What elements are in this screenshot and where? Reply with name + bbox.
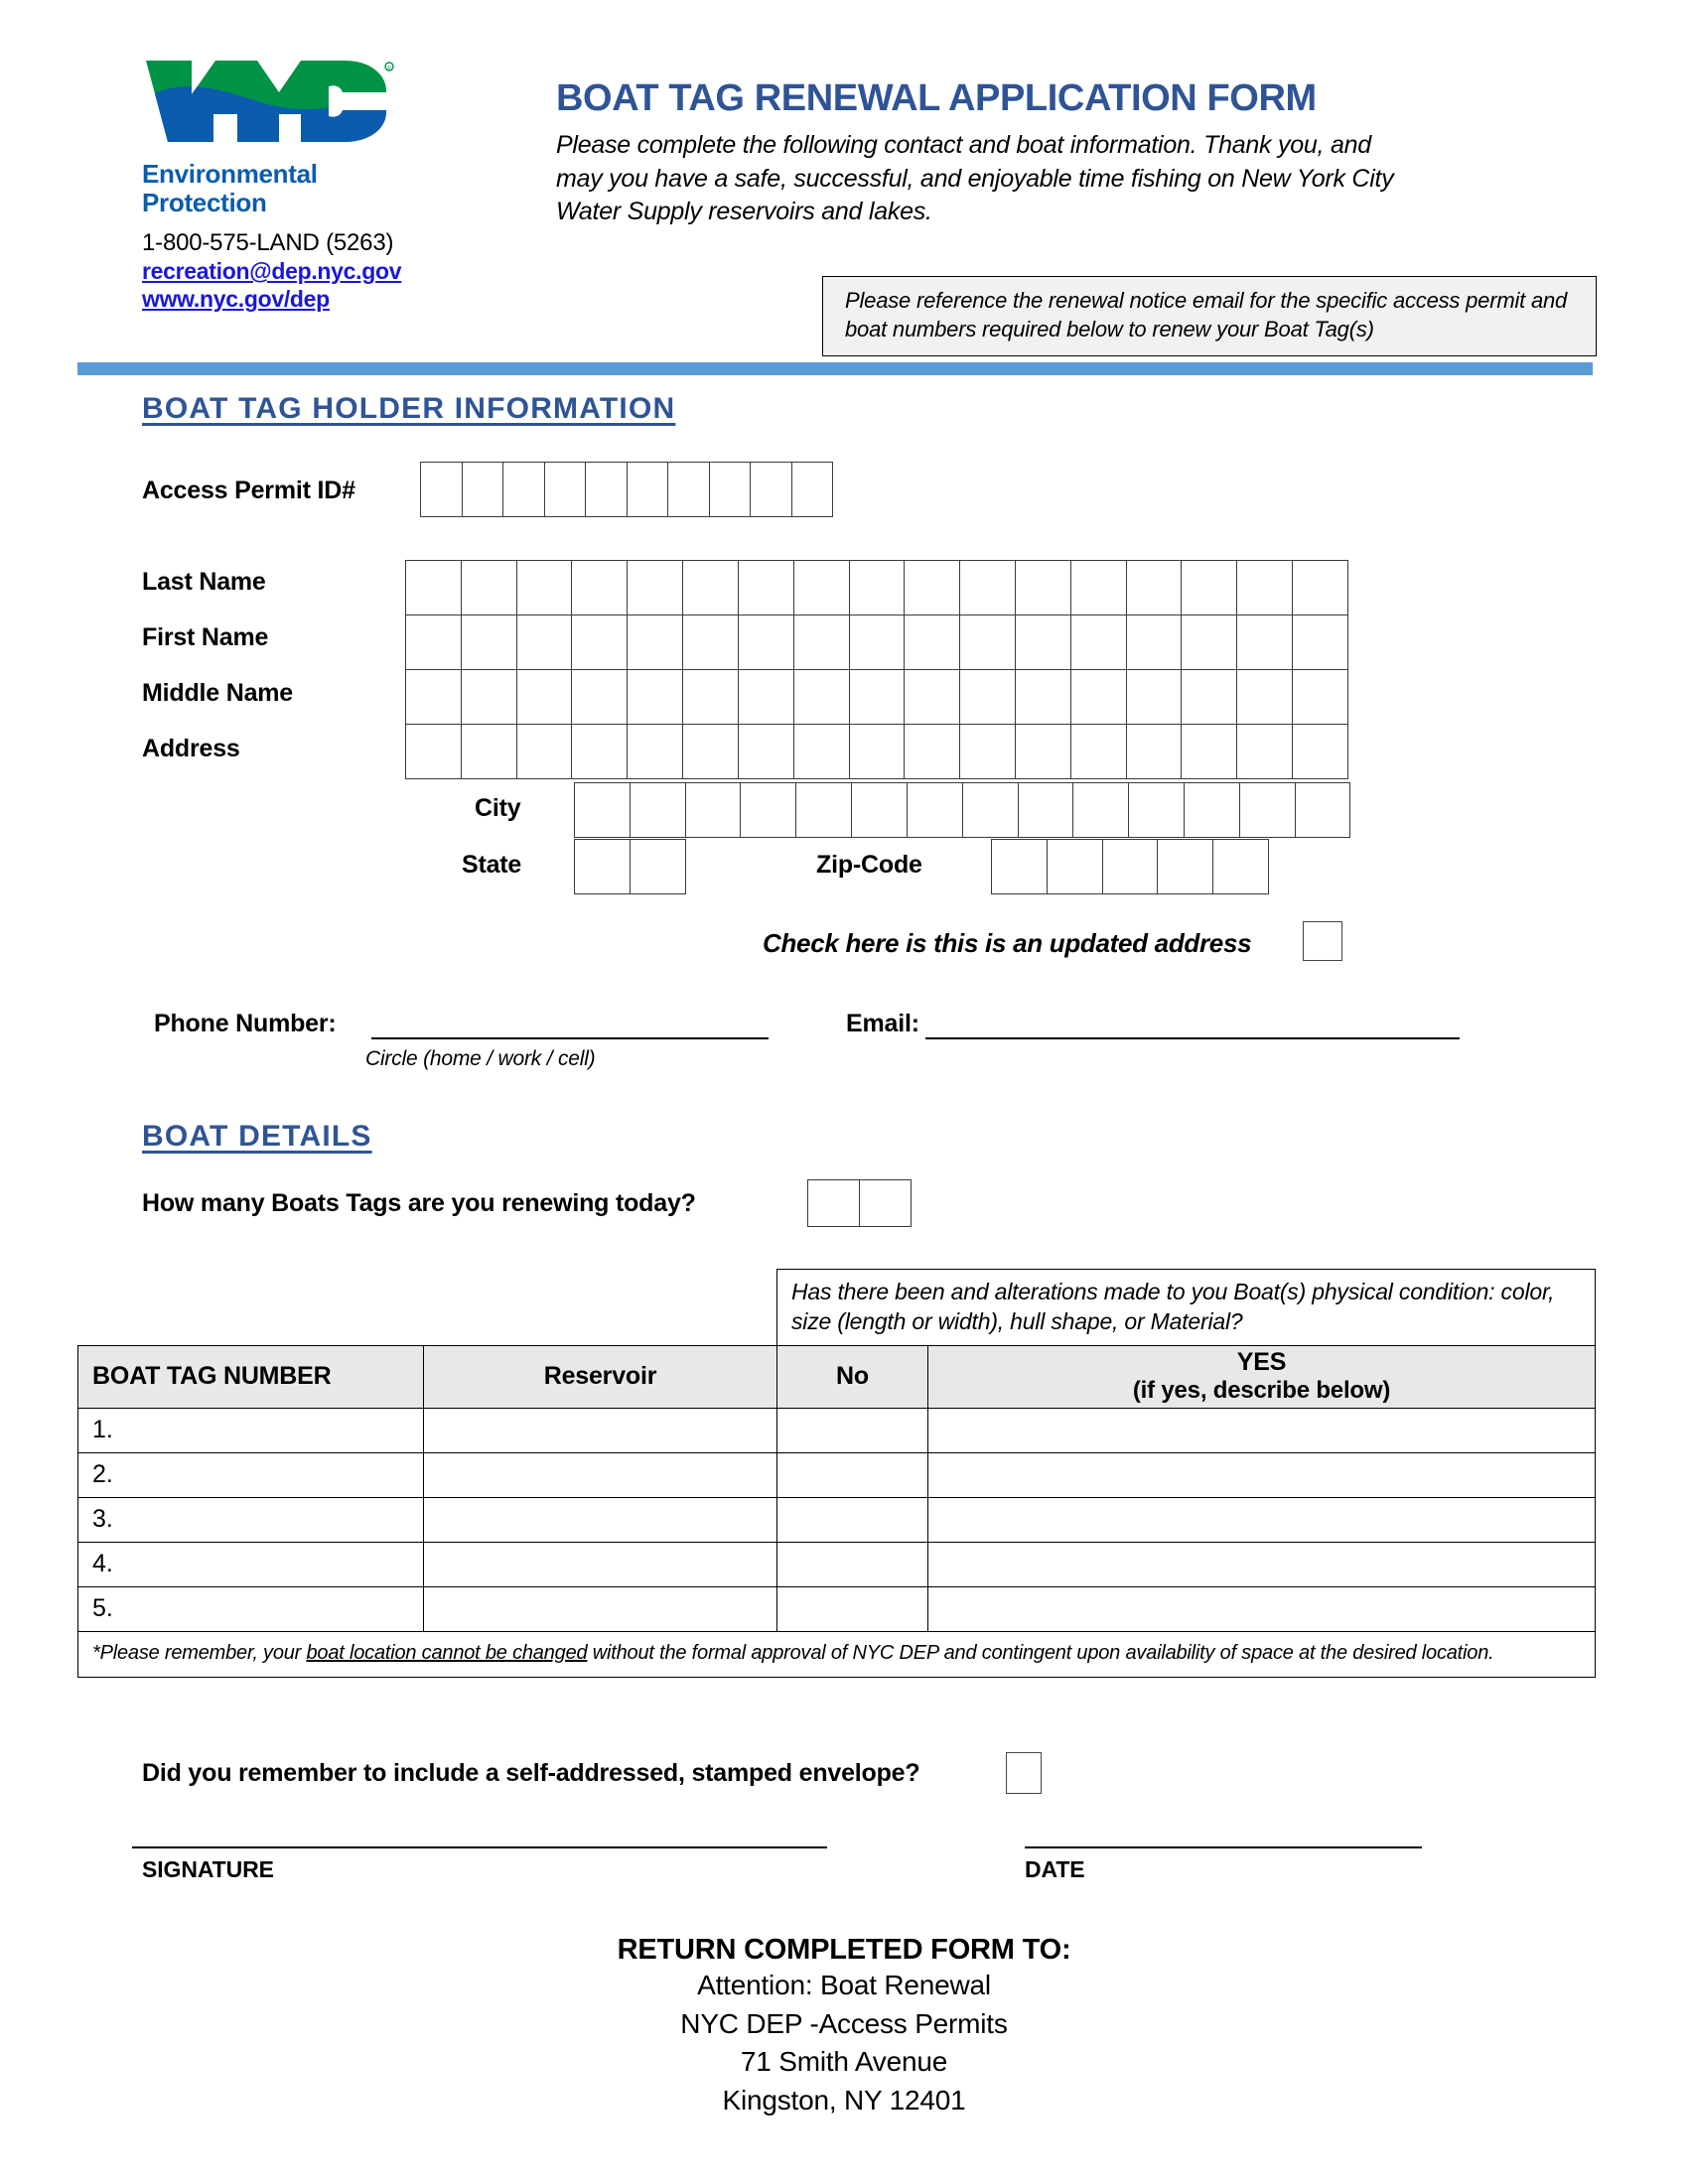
column-header-yes-subtext: (if yes, describe below) <box>1132 1377 1391 1405</box>
first-name-cell[interactable] <box>793 614 850 670</box>
last-name-cell[interactable] <box>1070 560 1127 615</box>
address-cell[interactable] <box>1015 724 1071 779</box>
first-name-label: First Name <box>142 623 269 651</box>
agency-website-link[interactable]: www.nyc.gov/dep <box>142 286 330 313</box>
alteration-question-text: Has there been and alterations made to you Boat(s) physical condition: color, size (length or width), hull shape, or Material? <box>777 1270 1596 1346</box>
nyc-logo-icon <box>142 55 398 154</box>
address-cell[interactable] <box>627 724 683 779</box>
boat-tag-count-cell[interactable] <box>807 1179 860 1227</box>
last-name-cell[interactable] <box>405 560 462 615</box>
table-row[interactable] <box>78 1452 1596 1497</box>
last-name-cell[interactable] <box>1292 560 1348 615</box>
access-permit-cell[interactable] <box>502 462 545 517</box>
city-cell[interactable] <box>1239 782 1296 838</box>
column-header-no: No <box>777 1345 928 1408</box>
boat-row-number: 3. <box>78 1497 424 1542</box>
agency-phone: 1-800-575-LAND (5263) <box>142 229 394 257</box>
last-name-cell[interactable] <box>793 560 850 615</box>
return-address-line: NYC DEP -Access Permits <box>680 2007 1008 2039</box>
city-cell[interactable] <box>1295 782 1351 838</box>
first-name-cell[interactable] <box>1126 614 1183 670</box>
last-name-cell[interactable] <box>627 560 683 615</box>
footnote-row <box>78 1631 1596 1677</box>
city-cell[interactable] <box>795 782 852 838</box>
title-block <box>556 77 1430 229</box>
return-address-line: 71 Smith Avenue <box>740 2046 948 2078</box>
boat-row-yes-input[interactable] <box>928 1586 1596 1631</box>
boat-row-yes-input[interactable] <box>928 1452 1596 1497</box>
city-cell[interactable] <box>962 782 1019 838</box>
boat-row-no-input[interactable] <box>777 1452 928 1497</box>
boat-tag-count-boxes[interactable] <box>807 1179 912 1227</box>
envelope-question-label: Did you remember to include a self-addressed, stamped envelope? <box>142 1759 920 1787</box>
city-cell[interactable] <box>851 782 908 838</box>
last-name-cell[interactable] <box>461 560 517 615</box>
middle-name-cell[interactable] <box>516 669 573 725</box>
footnote-text-underlined: boat location cannot be changed <box>306 1641 588 1664</box>
first-name-boxes[interactable] <box>405 615 1364 670</box>
middle-name-cell[interactable] <box>738 669 794 725</box>
return-address-line: Attention: Boat Renewal <box>697 1970 991 2000</box>
return-address-line: Kingston, NY 12401 <box>722 2084 966 2116</box>
zip-cell[interactable] <box>991 839 1048 894</box>
agency-name <box>142 160 430 217</box>
page-title: BOAT TAG RENEWAL APPLICATION FORM <box>556 77 1317 119</box>
address-cell[interactable] <box>682 724 739 779</box>
state-cell[interactable] <box>630 839 686 894</box>
name-address-box-grid[interactable] <box>405 561 1364 779</box>
boat-row-no-input[interactable] <box>777 1497 928 1542</box>
middle-name-cell[interactable] <box>405 669 462 725</box>
intro-paragraph: Please complete the following contact and boat information. Thank you, and may you have a safe, successful, and enjoyable time fishing on New York City Water Supply reservoirs and lakes. <box>556 131 1394 225</box>
address-cell[interactable] <box>1236 724 1293 779</box>
address-cell[interactable] <box>849 724 906 779</box>
middle-name-label: Middle Name <box>142 679 293 707</box>
agency-logo-block <box>142 55 430 313</box>
middle-name-cell[interactable] <box>461 669 517 725</box>
first-name-cell[interactable] <box>738 614 794 670</box>
header-divider <box>77 362 1593 375</box>
last-name-label: Last Name <box>142 568 266 596</box>
renewal-notice-box <box>822 276 1597 356</box>
access-permit-cell[interactable] <box>462 462 504 517</box>
section-heading-holder-information: BOAT TAG HOLDER INFORMATION <box>142 392 676 425</box>
boat-row-no-input[interactable] <box>777 1408 928 1452</box>
boat-row-number: 1. <box>78 1408 424 1452</box>
zip-cell[interactable] <box>1047 839 1103 894</box>
last-name-boxes[interactable] <box>405 561 1364 615</box>
footnote-text-post: without the formal approval of NYC DEP and contingent upon availability of space at the desired location. <box>587 1641 1494 1664</box>
middle-name-cell[interactable] <box>571 669 628 725</box>
middle-name-cell[interactable] <box>849 669 906 725</box>
first-name-cell[interactable] <box>516 614 573 670</box>
last-name-cell[interactable] <box>516 560 573 615</box>
address-boxes[interactable] <box>405 725 1364 779</box>
column-header-yes <box>928 1345 1596 1408</box>
zip-cell[interactable] <box>1212 839 1269 894</box>
form-header <box>0 0 1688 357</box>
email-label: Email: <box>846 1010 919 1037</box>
address-cell[interactable] <box>571 724 628 779</box>
updated-address-checkbox[interactable] <box>1303 921 1342 961</box>
signature-label: SIGNATURE <box>142 1856 274 1882</box>
alteration-question-row <box>78 1270 1596 1346</box>
address-label: Address <box>142 735 240 762</box>
updated-address-label: Check here is this is an updated address <box>763 928 1252 958</box>
city-cell[interactable] <box>740 782 796 838</box>
column-header-reservoir: Reservoir <box>424 1345 777 1408</box>
access-permit-cell[interactable] <box>420 462 463 517</box>
city-cell[interactable] <box>1128 782 1185 838</box>
boat-details-table <box>77 1269 1596 1678</box>
zip-code-label: Zip-Code <box>816 851 922 879</box>
phone-number-input[interactable] <box>371 1037 769 1039</box>
boat-row-yes-input[interactable] <box>928 1408 1596 1452</box>
boat-row-no-input[interactable] <box>777 1586 928 1631</box>
last-name-cell[interactable] <box>571 560 628 615</box>
first-name-cell[interactable] <box>904 614 960 670</box>
city-cell[interactable] <box>1072 782 1129 838</box>
last-name-cell[interactable] <box>738 560 794 615</box>
agency-name-line2: Protection <box>142 188 267 218</box>
empty-cell <box>78 1270 424 1346</box>
boat-row-yes-input[interactable] <box>928 1497 1596 1542</box>
first-name-cell[interactable] <box>849 614 906 670</box>
city-cell[interactable] <box>907 782 963 838</box>
access-permit-cell[interactable] <box>544 462 587 517</box>
return-address-block <box>0 1934 1688 2120</box>
signature-input[interactable] <box>132 1846 827 1848</box>
phone-type-hint: Circle (home / work / cell) <box>365 1047 596 1070</box>
address-cell[interactable] <box>904 724 960 779</box>
address-cell[interactable] <box>1292 724 1348 779</box>
last-name-cell[interactable] <box>682 560 739 615</box>
envelope-checkbox[interactable] <box>1006 1752 1042 1794</box>
empty-cell <box>424 1270 777 1346</box>
middle-name-cell[interactable] <box>904 669 960 725</box>
access-permit-cell[interactable] <box>709 462 752 517</box>
access-permit-id-boxes[interactable] <box>420 462 833 517</box>
access-permit-cell[interactable] <box>667 462 710 517</box>
column-header-yes-main: YES <box>1236 1348 1287 1377</box>
address-cell[interactable] <box>516 724 573 779</box>
city-cell[interactable] <box>685 782 742 838</box>
email-input[interactable] <box>925 1037 1460 1039</box>
agency-name-line1: Environmental <box>142 159 318 189</box>
city-cell[interactable] <box>574 782 631 838</box>
middle-name-cell[interactable] <box>1070 669 1127 725</box>
middle-name-cell[interactable] <box>627 669 683 725</box>
footnote-text-pre: *Please remember, your <box>92 1641 307 1664</box>
address-cell[interactable] <box>738 724 794 779</box>
address-cell[interactable] <box>461 724 517 779</box>
boat-row-reservoir-input[interactable] <box>424 1452 777 1497</box>
section-heading-boat-details: BOAT DETAILS <box>142 1120 372 1153</box>
first-name-cell[interactable] <box>405 614 462 670</box>
boat-location-footnote <box>78 1631 1596 1677</box>
zip-cell[interactable] <box>1102 839 1159 894</box>
state-boxes[interactable] <box>574 839 686 894</box>
state-cell[interactable] <box>574 839 631 894</box>
access-permit-cell[interactable] <box>750 462 792 517</box>
boat-row-number: 5. <box>78 1586 424 1631</box>
boat-row-no-input[interactable] <box>777 1542 928 1586</box>
middle-name-cell[interactable] <box>1236 669 1293 725</box>
first-name-cell[interactable] <box>682 614 739 670</box>
zip-code-boxes[interactable] <box>991 839 1269 894</box>
boat-row-number: 2. <box>78 1452 424 1497</box>
first-name-cell[interactable] <box>1181 614 1237 670</box>
address-cell[interactable] <box>1070 724 1127 779</box>
access-permit-cell[interactable] <box>627 462 669 517</box>
access-permit-cell[interactable] <box>585 462 628 517</box>
access-permit-label: Access Permit ID# <box>142 477 355 504</box>
first-name-cell[interactable] <box>959 614 1016 670</box>
first-name-cell[interactable] <box>571 614 628 670</box>
boat-row-yes-input[interactable] <box>928 1542 1596 1586</box>
first-name-cell[interactable] <box>1015 614 1071 670</box>
first-name-cell[interactable] <box>627 614 683 670</box>
first-name-cell[interactable] <box>461 614 517 670</box>
last-name-cell[interactable] <box>1015 560 1071 615</box>
state-label: State <box>462 851 522 879</box>
boat-row-reservoir-input[interactable] <box>424 1586 777 1631</box>
return-title: RETURN COMPLETED FORM TO: <box>617 1934 1071 1966</box>
middle-name-cell[interactable] <box>682 669 739 725</box>
first-name-cell[interactable] <box>1236 614 1293 670</box>
phone-number-label: Phone Number: <box>154 1010 337 1037</box>
last-name-cell[interactable] <box>1236 560 1293 615</box>
last-name-cell[interactable] <box>959 560 1016 615</box>
agency-email-link[interactable]: recreation@dep.nyc.gov <box>142 258 402 285</box>
address-cell[interactable] <box>1126 724 1183 779</box>
first-name-cell[interactable] <box>1070 614 1127 670</box>
address-cell[interactable] <box>405 724 462 779</box>
boat-tag-count-cell[interactable] <box>859 1179 912 1227</box>
date-label: DATE <box>1025 1856 1085 1882</box>
last-name-cell[interactable] <box>1181 560 1237 615</box>
table-row[interactable] <box>78 1586 1596 1631</box>
address-cell[interactable] <box>793 724 850 779</box>
middle-name-cell[interactable] <box>959 669 1016 725</box>
address-cell[interactable] <box>959 724 1016 779</box>
boat-tag-count-label: How many Boats Tags are you renewing today? <box>142 1189 696 1217</box>
renewal-notice-text: Please reference the renewal notice email for the specific access permit and boat numbers required below to renew your Boat Tag(s) <box>845 288 1568 342</box>
city-cell[interactable] <box>1184 782 1240 838</box>
boat-row-number: 4. <box>78 1542 424 1586</box>
boat-row-reservoir-input[interactable] <box>424 1542 777 1586</box>
access-permit-cell[interactable] <box>791 462 834 517</box>
last-name-cell[interactable] <box>1126 560 1183 615</box>
table-row[interactable] <box>78 1497 1596 1542</box>
city-boxes[interactable] <box>574 783 1350 838</box>
middle-name-cell[interactable] <box>793 669 850 725</box>
city-cell[interactable] <box>1018 782 1074 838</box>
date-input[interactable] <box>1025 1846 1422 1848</box>
table-header-row <box>78 1345 1596 1408</box>
address-cell[interactable] <box>1181 724 1237 779</box>
middle-name-boxes[interactable] <box>405 670 1364 725</box>
table-row[interactable] <box>78 1408 1596 1452</box>
middle-name-cell[interactable] <box>1181 669 1237 725</box>
first-name-cell[interactable] <box>1292 614 1348 670</box>
table-row[interactable] <box>78 1542 1596 1586</box>
boat-row-reservoir-input[interactable] <box>424 1408 777 1452</box>
zip-cell[interactable] <box>1157 839 1213 894</box>
middle-name-cell[interactable] <box>1126 669 1183 725</box>
middle-name-cell[interactable] <box>1292 669 1348 725</box>
last-name-cell[interactable] <box>904 560 960 615</box>
boat-row-reservoir-input[interactable] <box>424 1497 777 1542</box>
city-label: City <box>475 794 521 822</box>
city-cell[interactable] <box>630 782 686 838</box>
last-name-cell[interactable] <box>849 560 906 615</box>
middle-name-cell[interactable] <box>1015 669 1071 725</box>
column-header-boat-tag-number: BOAT TAG NUMBER <box>78 1345 424 1408</box>
svg-text:R: R <box>387 66 391 71</box>
